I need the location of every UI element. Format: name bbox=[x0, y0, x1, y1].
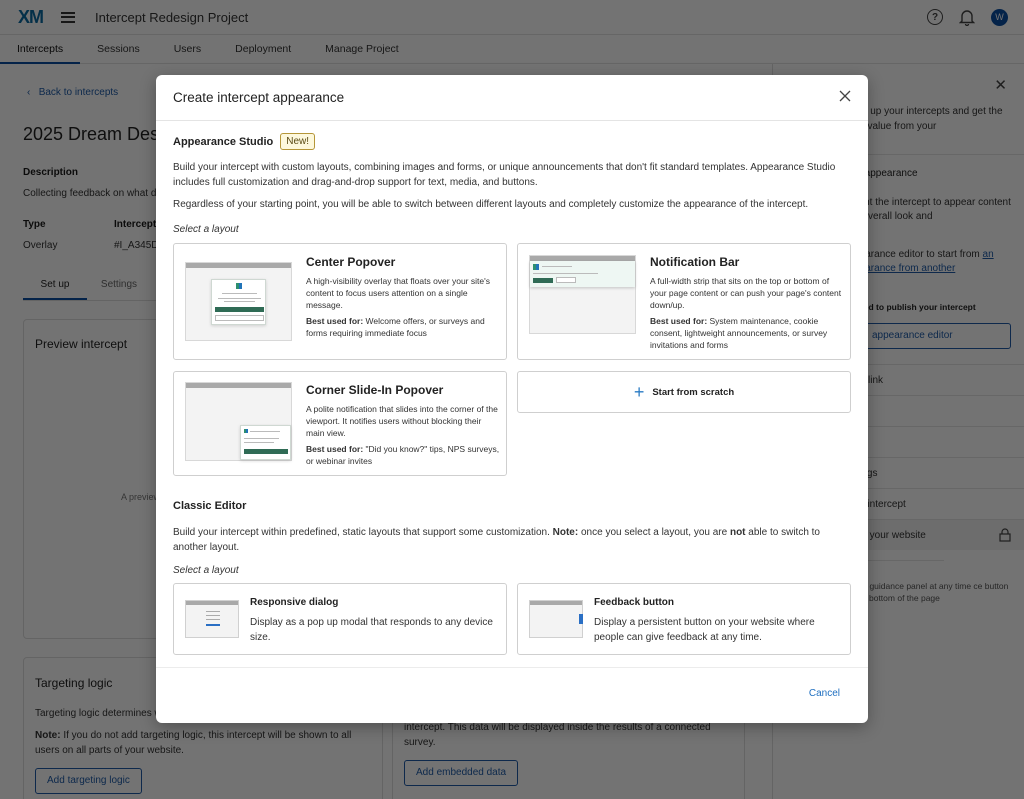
corner-slide-in-thumbnail bbox=[185, 382, 292, 461]
appearance-studio-title: Appearance Studio bbox=[173, 135, 274, 148]
layout-best-used-for: Best used for: Welcome offers, or surveys and forms requiring immediate focus bbox=[306, 316, 485, 338]
select-layout-label: Select a layout bbox=[173, 224, 239, 235]
layout-title: Notification Bar bbox=[650, 255, 740, 269]
layout-card-center-popover[interactable] bbox=[173, 243, 507, 360]
feedback-button-thumbnail bbox=[529, 600, 583, 638]
layout-description: A full-width strip that sits on the top or bottom of your page content or can push your page's content down/up. bbox=[650, 276, 842, 310]
appearance-studio-description: Build your intercept with custom layouts, combining images and forms, or unique announcements that don't fit standard templates. Appearance Studio includes full customization and drag-and-drop support for text, media, and buttons. bbox=[173, 162, 836, 188]
layout-best-used-for: Best used for: System maintenance, cookie consent, lightweight announcements, or survey invitations and forms bbox=[650, 316, 828, 350]
notification-bar-thumbnail bbox=[529, 255, 636, 334]
center-popover-thumbnail bbox=[185, 262, 292, 341]
layout-description: A polite notification that slides into the corner of the viewport. It notifies users without blocking their main view. bbox=[306, 404, 498, 438]
close-icon[interactable] bbox=[838, 89, 852, 103]
select-layout-label: Select a layout bbox=[173, 565, 239, 576]
create-appearance-modal bbox=[156, 75, 868, 723]
layout-card-corner-slide-in[interactable] bbox=[173, 371, 507, 476]
layout-title: Center Popover bbox=[306, 255, 396, 269]
modal-title: Create intercept appearance bbox=[173, 90, 345, 105]
responsive-dialog-thumbnail bbox=[185, 600, 239, 638]
classic-editor-title: Classic Editor bbox=[173, 500, 247, 512]
layout-description: A high-visibility overlay that floats over your site's content to focus users attention on a single message. bbox=[306, 276, 490, 310]
cancel-button[interactable]: Cancel bbox=[808, 688, 840, 699]
modal-header bbox=[156, 75, 868, 121]
new-badge: New! bbox=[280, 133, 315, 150]
classic-editor-description: Build your intercept within predefined, static layouts that support some customization. Note: once you select a layout, you are not able to switch to another layout. bbox=[173, 527, 820, 553]
layout-best-used-for: Best used for: "Did you know?" tips, NPS surveys, or webinar invites bbox=[306, 444, 500, 466]
layout-title: Responsive dialog bbox=[250, 597, 339, 608]
start-from-scratch-label: Start from scratch bbox=[652, 386, 735, 398]
layout-description: Display as a pop up modal that responds to any device size. bbox=[250, 617, 493, 643]
layout-card-responsive-dialog[interactable] bbox=[173, 583, 507, 655]
layout-card-notification-bar[interactable] bbox=[517, 243, 851, 360]
layout-title: Corner Slide-In Popover bbox=[306, 383, 444, 397]
appearance-studio-note: Regardless of your starting point, you will be able to switch between different layouts and completely customize the appearance of the intercept. bbox=[173, 199, 809, 210]
plus-icon: + bbox=[633, 382, 645, 402]
modal-footer bbox=[156, 667, 868, 723]
layout-title: Feedback button bbox=[594, 597, 675, 608]
layout-description: Display a persistent button on your website where people can give feedback at any time. bbox=[594, 617, 815, 643]
start-from-scratch-button[interactable] bbox=[517, 371, 851, 413]
layout-card-feedback-button[interactable] bbox=[517, 583, 851, 655]
